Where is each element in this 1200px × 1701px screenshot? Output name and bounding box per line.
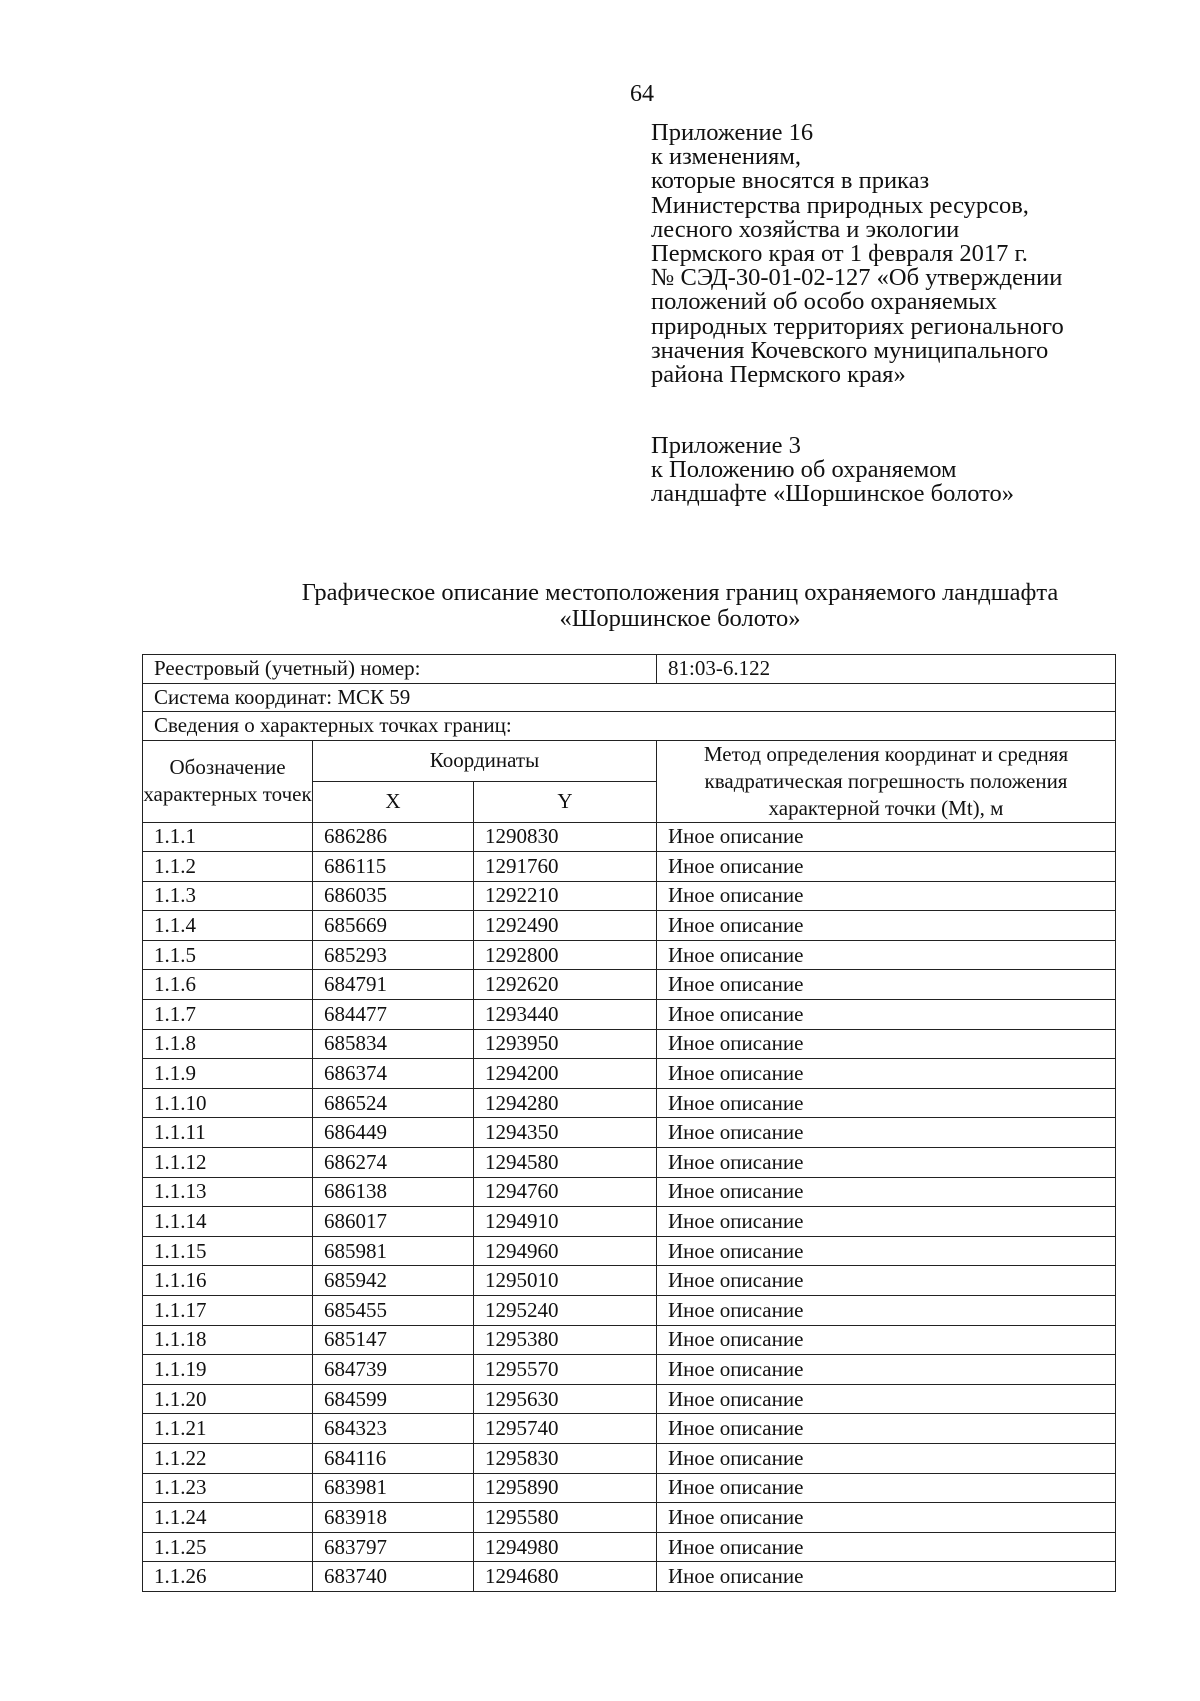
table-row [143, 1414, 1116, 1444]
table-row [143, 1532, 1116, 1562]
y-coordinate-cell: 1294350 [474, 1118, 657, 1148]
y-coordinate-cell: 1294280 [474, 1088, 657, 1118]
table-row [143, 940, 1116, 970]
method-cell: Иное описание [657, 1088, 1116, 1118]
x-coordinate-cell: 683981 [313, 1473, 474, 1503]
y-coordinate-cell: 1295580 [474, 1503, 657, 1533]
y-coordinate-cell: 1295380 [474, 1325, 657, 1355]
x-coordinate-cell: 686115 [313, 852, 474, 882]
y-coordinate-cell: 1294960 [474, 1236, 657, 1266]
point-id-cell: 1.1.24 [143, 1503, 313, 1533]
point-id-cell: 1.1.13 [143, 1177, 313, 1207]
point-id-cell: 1.1.3 [143, 881, 313, 911]
x-coordinate-cell: 686524 [313, 1088, 474, 1118]
table-row [143, 1236, 1116, 1266]
method-cell: Иное описание [657, 852, 1116, 882]
table-row [143, 1088, 1116, 1118]
x-coordinate-cell: 686138 [313, 1177, 474, 1207]
table-row [143, 1118, 1116, 1148]
y-coordinate-cell: 1294760 [474, 1177, 657, 1207]
table-row [143, 1355, 1116, 1385]
method-cell: Иное описание [657, 1325, 1116, 1355]
document-title-line: «Шоршинское болото» [559, 605, 801, 632]
appendix-16-line: лесного хозяйства и экологии [651, 215, 960, 243]
table-row [143, 1207, 1116, 1237]
method-cell: Иное описание [657, 970, 1116, 1000]
table-row [143, 852, 1116, 882]
table-row [143, 1177, 1116, 1207]
table-row [143, 1266, 1116, 1296]
appendix-3-line: ландшафте «Шоршинское болото» [651, 480, 1015, 508]
point-id-cell: 1.1.8 [143, 1029, 313, 1059]
appendix-3-header [651, 434, 1014, 507]
appendix-3-line: Приложение 3 [651, 432, 801, 459]
y-coordinate-cell: 1292210 [474, 881, 657, 911]
appendix-16-line: к изменениям, [651, 143, 801, 171]
x-coordinate-cell: 686017 [313, 1207, 474, 1237]
point-id-cell: 1.1.16 [143, 1266, 313, 1296]
method-cell: Иное описание [657, 1443, 1116, 1473]
x-coordinate-cell: 684477 [313, 1000, 474, 1030]
x-coordinate-cell: 684116 [313, 1443, 474, 1473]
appendix-16-line: района Пермского края» [651, 361, 906, 389]
method-cell: Иное описание [657, 940, 1116, 970]
method-cell: Иное описание [657, 1503, 1116, 1533]
x-coordinate-cell: 683740 [313, 1562, 474, 1592]
x-coordinate-cell: 685981 [313, 1236, 474, 1266]
column-header-coordinates: Координаты [313, 740, 657, 781]
method-cell: Иное описание [657, 1266, 1116, 1296]
y-coordinate-cell: 1291760 [474, 852, 657, 882]
x-coordinate-cell: 686374 [313, 1059, 474, 1089]
appendix-16-line: № СЭД-30-01-02-127 «Об утверждении [651, 264, 1063, 292]
x-coordinate-cell: 685942 [313, 1266, 474, 1296]
column-header-method: Метод определения координат и средняя квадратическая погрешность положения характерной точки (Mt), м [657, 740, 1116, 822]
method-cell: Иное описание [657, 1000, 1116, 1030]
y-coordinate-cell: 1294580 [474, 1148, 657, 1178]
point-id-cell: 1.1.17 [143, 1296, 313, 1326]
document-title [140, 580, 1200, 632]
y-coordinate-cell: 1292800 [474, 940, 657, 970]
appendix-16-line: значения Кочевского муниципального [651, 336, 1049, 364]
method-cell: Иное описание [657, 822, 1116, 852]
table-row [143, 822, 1116, 852]
table-row [143, 1562, 1116, 1592]
x-coordinate-cell: 686274 [313, 1148, 474, 1178]
appendix-16-line: природных территориях регионального [651, 312, 1064, 340]
x-coordinate-cell: 685455 [313, 1296, 474, 1326]
table-row [143, 1000, 1116, 1030]
point-id-cell: 1.1.7 [143, 1000, 313, 1030]
x-coordinate-cell: 686449 [313, 1118, 474, 1148]
y-coordinate-cell: 1295630 [474, 1384, 657, 1414]
column-header-row [143, 740, 1116, 781]
table-row [143, 1029, 1116, 1059]
point-id-cell: 1.1.20 [143, 1384, 313, 1414]
method-cell: Иное описание [657, 1414, 1116, 1444]
x-coordinate-cell: 683797 [313, 1532, 474, 1562]
x-coordinate-cell: 686035 [313, 881, 474, 911]
x-coordinate-cell: 685834 [313, 1029, 474, 1059]
y-coordinate-cell: 1292490 [474, 911, 657, 941]
y-coordinate-cell: 1295570 [474, 1355, 657, 1385]
point-id-cell: 1.1.23 [143, 1473, 313, 1503]
point-id-cell: 1.1.9 [143, 1059, 313, 1089]
point-id-cell: 1.1.6 [143, 970, 313, 1000]
method-cell: Иное описание [657, 1118, 1116, 1148]
table-row [143, 911, 1116, 941]
appendix-16-line: положений об особо охраняемых [651, 288, 997, 316]
table-row [143, 1148, 1116, 1178]
table-row [143, 1443, 1116, 1473]
y-coordinate-cell: 1294980 [474, 1532, 657, 1562]
point-id-cell: 1.1.10 [143, 1088, 313, 1118]
table-row [143, 970, 1116, 1000]
appendix-16-line: Пермского края от 1 февраля 2017 г. [651, 240, 1028, 268]
point-id-cell: 1.1.2 [143, 852, 313, 882]
document-title-line: Графическое описание местоположения границ охраняемого ландшафта [301, 579, 1059, 606]
method-cell: Иное описание [657, 1148, 1116, 1178]
y-coordinate-cell: 1295240 [474, 1296, 657, 1326]
y-coordinate-cell: 1295830 [474, 1443, 657, 1473]
method-cell: Иное описание [657, 1029, 1116, 1059]
method-cell: Иное описание [657, 1236, 1116, 1266]
x-coordinate-cell: 684323 [313, 1414, 474, 1444]
point-id-cell: 1.1.12 [143, 1148, 313, 1178]
method-cell: Иное описание [657, 1207, 1116, 1237]
point-id-cell: 1.1.11 [143, 1118, 313, 1148]
y-coordinate-cell: 1295010 [474, 1266, 657, 1296]
y-coordinate-cell: 1295740 [474, 1414, 657, 1444]
point-id-cell: 1.1.1 [143, 822, 313, 852]
registry-row [143, 655, 1116, 684]
table-row [143, 1059, 1116, 1089]
method-cell: Иное описание [657, 1177, 1116, 1207]
point-id-cell: 1.1.22 [143, 1443, 313, 1473]
x-coordinate-cell: 685669 [313, 911, 474, 941]
point-id-cell: 1.1.18 [143, 1325, 313, 1355]
x-coordinate-cell: 684791 [313, 970, 474, 1000]
table-row [143, 1473, 1116, 1503]
table-row [143, 1296, 1116, 1326]
y-coordinate-cell: 1292620 [474, 970, 657, 1000]
table-row [143, 881, 1116, 911]
x-coordinate-cell: 684739 [313, 1355, 474, 1385]
table-row [143, 1325, 1116, 1355]
method-cell: Иное описание [657, 1384, 1116, 1414]
method-cell: Иное описание [657, 1059, 1116, 1089]
appendix-16-line: которые вносятся в приказ [651, 167, 930, 195]
y-coordinate-cell: 1293440 [474, 1000, 657, 1030]
x-coordinate-cell: 683918 [313, 1503, 474, 1533]
method-cell: Иное описание [657, 1562, 1116, 1592]
page-number: 64 [630, 81, 654, 107]
column-header-point: Обозначение характерных точек [143, 740, 313, 822]
y-coordinate-cell: 1290830 [474, 822, 657, 852]
point-id-cell: 1.1.21 [143, 1414, 313, 1444]
x-coordinate-cell: 685293 [313, 940, 474, 970]
x-coordinate-cell: 685147 [313, 1325, 474, 1355]
y-coordinate-cell: 1295890 [474, 1473, 657, 1503]
point-id-cell: 1.1.25 [143, 1532, 313, 1562]
point-id-cell: 1.1.4 [143, 911, 313, 941]
point-id-cell: 1.1.14 [143, 1207, 313, 1237]
appendix-3-line: к Положению об охраняемом [651, 456, 957, 484]
x-coordinate-cell: 684599 [313, 1384, 474, 1414]
column-header-x: X [313, 781, 474, 822]
x-coordinate-cell: 686286 [313, 822, 474, 852]
table-row [143, 1384, 1116, 1414]
method-cell: Иное описание [657, 1532, 1116, 1562]
registry-label: Реестровый (учетный) номер: [143, 655, 657, 684]
coord-system: Система координат: МСК 59 [143, 683, 1116, 712]
y-coordinate-cell: 1294910 [474, 1207, 657, 1237]
point-id-cell: 1.1.26 [143, 1562, 313, 1592]
point-id-cell: 1.1.19 [143, 1355, 313, 1385]
method-cell: Иное описание [657, 1296, 1116, 1326]
method-cell: Иное описание [657, 1473, 1116, 1503]
y-coordinate-cell: 1294680 [474, 1562, 657, 1592]
points-header: Сведения о характерных точках границ: [143, 712, 1116, 741]
coord-system-row [143, 683, 1116, 712]
table-row [143, 1503, 1116, 1533]
appendix-16-header [651, 121, 1064, 387]
appendix-16-line: Приложение 16 [651, 119, 814, 146]
point-id-cell: 1.1.15 [143, 1236, 313, 1266]
point-id-cell: 1.1.5 [143, 940, 313, 970]
registry-value: 81:03-6.122 [657, 655, 1116, 684]
method-cell: Иное описание [657, 881, 1116, 911]
column-header-y: Y [474, 781, 657, 822]
y-coordinate-cell: 1293950 [474, 1029, 657, 1059]
method-cell: Иное описание [657, 1355, 1116, 1385]
coordinates-table [142, 654, 1116, 1592]
method-cell: Иное описание [657, 911, 1116, 941]
y-coordinate-cell: 1294200 [474, 1059, 657, 1089]
points-header-row [143, 712, 1116, 741]
appendix-16-line: Министерства природных ресурсов, [651, 191, 1029, 219]
